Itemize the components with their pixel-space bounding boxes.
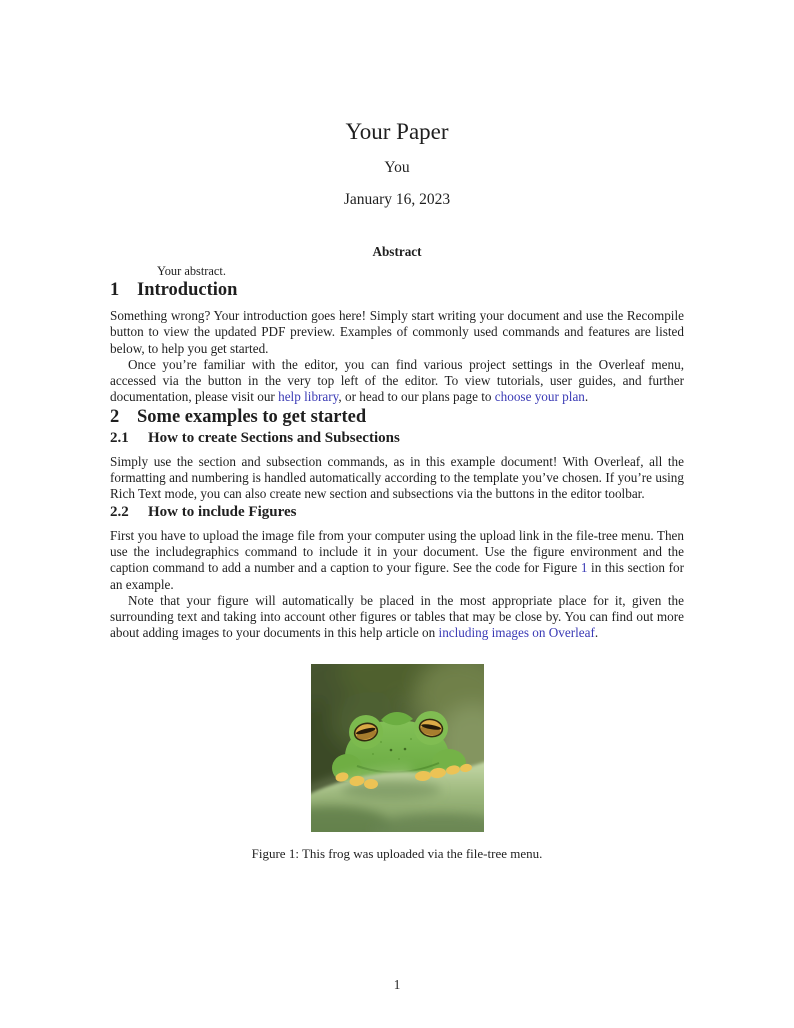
section-2-title: Some examples to get started <box>137 406 367 427</box>
text-segment: . <box>584 389 589 405</box>
section-1-number: 1 <box>110 280 120 300</box>
abstract-body: Your abstract. <box>157 264 226 278</box>
section-2-heading <box>110 406 684 429</box>
figures-paragraph-2 <box>110 593 684 642</box>
figure-1-caption: Figure 1: This frog was uploaded via the file-tree menu. <box>251 845 543 861</box>
section-2-number: 2 <box>110 406 120 427</box>
including-images-link[interactable]: including images on Overleaf <box>438 625 595 641</box>
frog-image <box>311 664 484 832</box>
intro-paragraph-1: Something wrong? Your introduction goes here! Simply start writing your document and use the Recompile button to view the updated PDF preview. Examples of commonly used commands and features are listed below, to help you get started. <box>110 308 684 356</box>
text-segment: First you have to upload the image file from your computer using the upload link in the file-tree menu. Then use the includegraphics command to include it in your document. Use the figure environment and the caption command to add a number and a caption to your figure. See the code for Figure <box>110 527 684 576</box>
figure-1 <box>110 664 684 832</box>
document-content <box>110 118 684 862</box>
text-segment: in this section for an example. <box>110 560 684 592</box>
subsection-2-2-heading <box>110 503 684 522</box>
help-library-link[interactable]: help library <box>278 389 339 405</box>
section-1-heading <box>110 279 684 302</box>
choose-your-plan-link[interactable]: choose your plan <box>494 389 585 405</box>
paper-title: Your Paper <box>345 119 449 144</box>
subsection-2-1-heading <box>110 429 684 448</box>
figure-1-reference-link[interactable]: 1 <box>580 560 588 576</box>
section-1-title: Introduction <box>137 280 238 300</box>
figures-paragraph-1 <box>110 528 684 593</box>
intro-paragraph-2 <box>110 357 684 406</box>
page-number: 1 <box>393 977 401 992</box>
subsection-2-2-number: 2.2 <box>110 503 129 520</box>
subsection-2-1-number: 2.1 <box>110 429 129 446</box>
abstract-heading: Abstract <box>372 244 422 259</box>
subsection-2-1-paragraph: Simply use the section and subsection commands, as in this example document! With Overleaf, all the formatting and numbering is handled automatically according to the template you’ve chosen. If you’re using Rich Text mode, you can also create new section and subsections via the buttons in the editor toolbar. <box>110 453 684 502</box>
subsection-2-2-title: How to include Figures <box>148 503 297 520</box>
text-segment: Note that your figure will automatically be placed in the most appropriate place for it, given the surrounding text and taking into account other figures or tables that may be close by. You can find out more about adding images to your documents in this help article on <box>110 592 684 641</box>
text-segment: . <box>594 625 599 641</box>
paper-author: You <box>384 159 410 176</box>
text-segment: Once you’re familiar with the editor, you can find various project settings in the Overleaf menu, accessed via the button in the very top left of the editor. To view tutorials, user guides, and further documentation, please visit our <box>110 356 684 405</box>
text-segment: , or head to our plans page to <box>338 389 495 405</box>
subsection-2-1-title: How to create Sections and Subsections <box>148 429 400 446</box>
paper-date: January 16, 2023 <box>343 191 451 208</box>
